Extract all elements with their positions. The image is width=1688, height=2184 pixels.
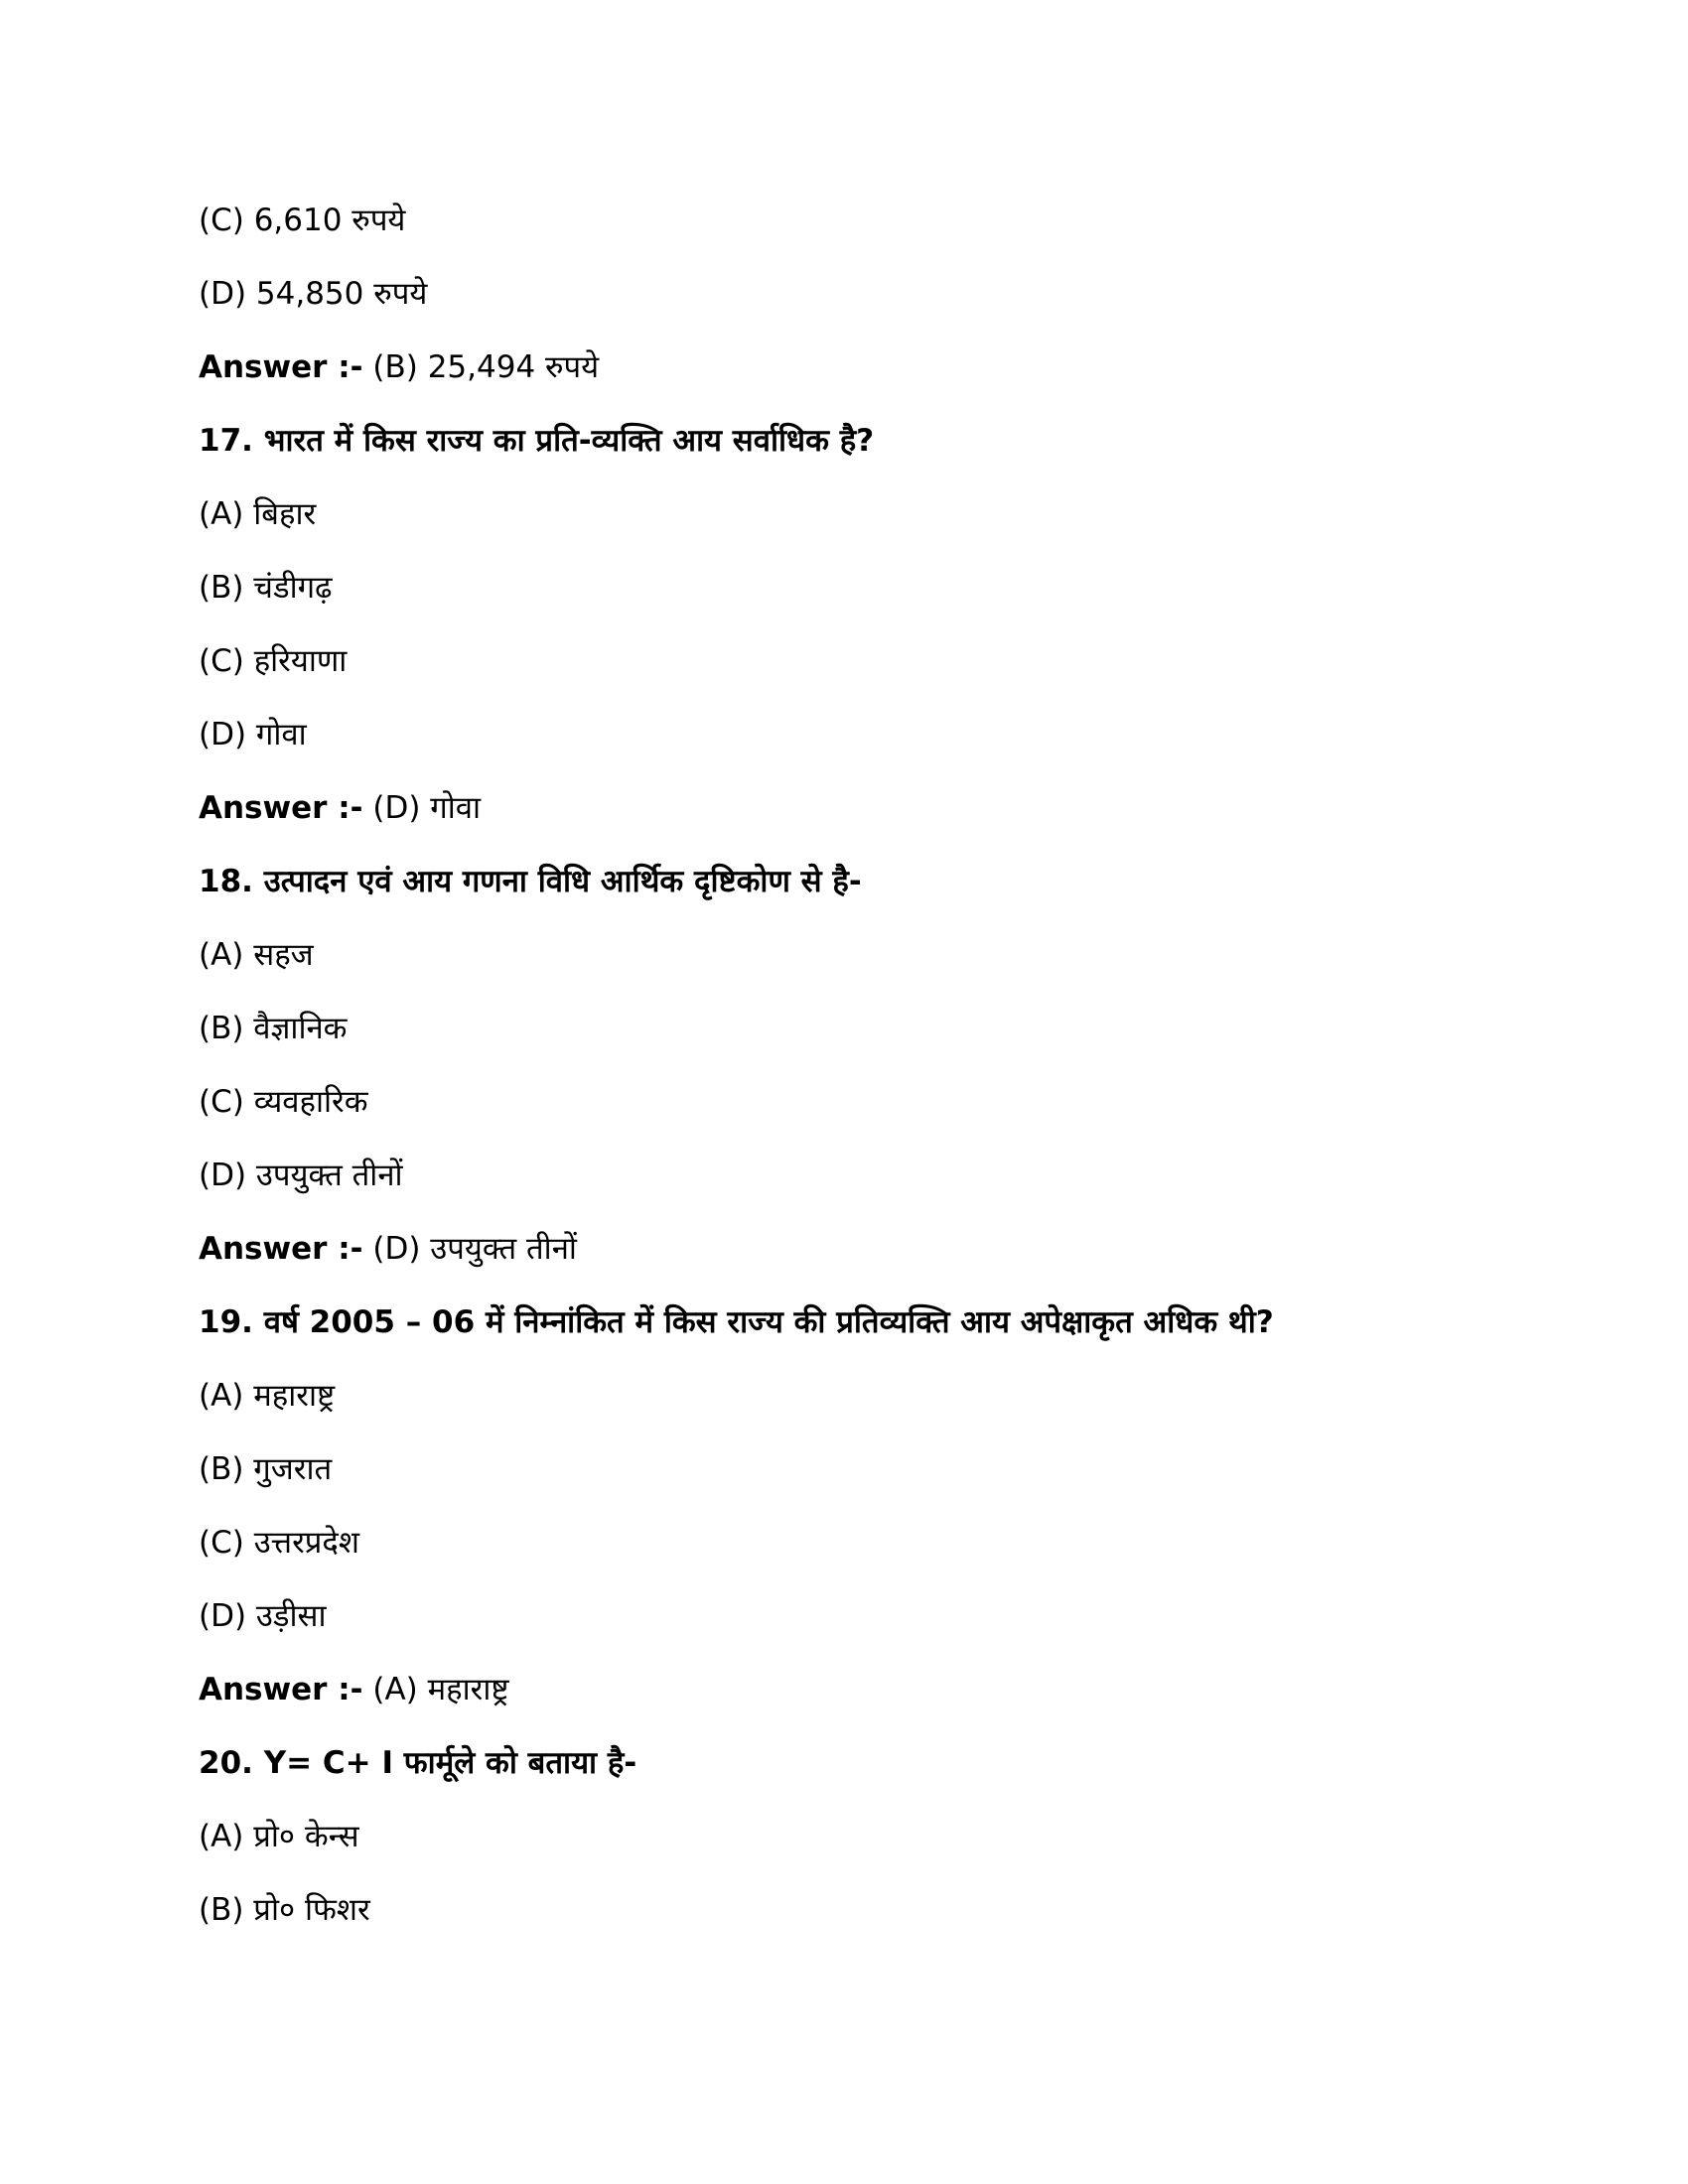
answer-text: (D) गोवा	[362, 790, 482, 826]
option-line	[199, 568, 333, 608]
option-line	[199, 1817, 359, 1856]
option-line	[199, 641, 347, 681]
option-text: (B) वैज्ञानिक	[199, 1011, 348, 1046]
option-text: (B) गुजरात	[199, 1451, 333, 1487]
option-text: (A) बिहार	[199, 496, 317, 532]
option-line	[199, 494, 316, 534]
question-heading	[199, 421, 874, 461]
option-line	[199, 715, 307, 754]
option-text: (C) व्यवहारिक	[199, 1084, 368, 1120]
option-text: (A) सहज	[199, 937, 314, 973]
option-line	[199, 935, 314, 975]
option-line	[199, 1376, 335, 1416]
answer-label: Answer :-	[199, 790, 363, 826]
option-line	[199, 1890, 370, 1930]
option-text: (A) प्रो० केन्स	[199, 1819, 359, 1854]
question-heading	[199, 1743, 636, 1783]
answer-line	[199, 347, 599, 387]
option-text: (A) महाराष्ट्र	[199, 1378, 336, 1414]
answer-text: (D) उपयुक्त तीनों	[362, 1231, 577, 1267]
answer-label: Answer :-	[199, 349, 363, 385]
option-text: (B) चंडीगढ़	[199, 570, 333, 606]
answer-label: Answer :-	[199, 1672, 363, 1707]
option-text: (D) 54,850 रुपये	[199, 276, 428, 312]
answer-text: (A) महाराष्ट्र	[362, 1672, 509, 1707]
question-text: 18. उत्पादन एवं आय गणना विधि आर्थिक दृष्टिकोण से है-	[199, 864, 862, 899]
option-line	[199, 1009, 348, 1048]
option-text: (C) उत्तरप्रदेश	[199, 1525, 359, 1561]
answer-line	[199, 1229, 577, 1269]
option-line	[199, 1449, 332, 1489]
option-text: (B) प्रो० फिशर	[199, 1892, 370, 1928]
answer-line	[199, 788, 481, 828]
question-heading	[199, 862, 862, 901]
option-text: (D) गोवा	[199, 717, 307, 752]
option-line	[199, 201, 405, 240]
question-text: 17. भारत में किस राज्य का प्रति-व्यक्ति आय सर्वाधिक है?	[199, 423, 875, 459]
option-text: (D) उपयुक्त तीनों	[199, 1158, 403, 1193]
answer-label: Answer :-	[199, 1231, 363, 1267]
option-line	[199, 1082, 368, 1122]
question-heading	[199, 1302, 1274, 1342]
option-text: (C) हरियाणा	[199, 643, 348, 679]
answer-text: (B) 25,494 रुपये	[362, 349, 600, 385]
question-text: 19. वर्ष 2005 – 06 में निम्नांकित में किस राज्य की प्रतिव्यक्ति आय अपेक्षाकृत अधिक थी?	[199, 1304, 1274, 1340]
option-line	[199, 1523, 359, 1563]
option-text: (C) 6,610 रुपये	[199, 203, 406, 238]
question-text: 20. Y= C+ I फार्मूले को बताया है-	[199, 1745, 637, 1781]
option-line	[199, 274, 427, 314]
answer-line	[199, 1670, 508, 1709]
option-text: (D) उड़ीसा	[199, 1598, 327, 1634]
option-line	[199, 1596, 327, 1636]
option-line	[199, 1156, 403, 1195]
